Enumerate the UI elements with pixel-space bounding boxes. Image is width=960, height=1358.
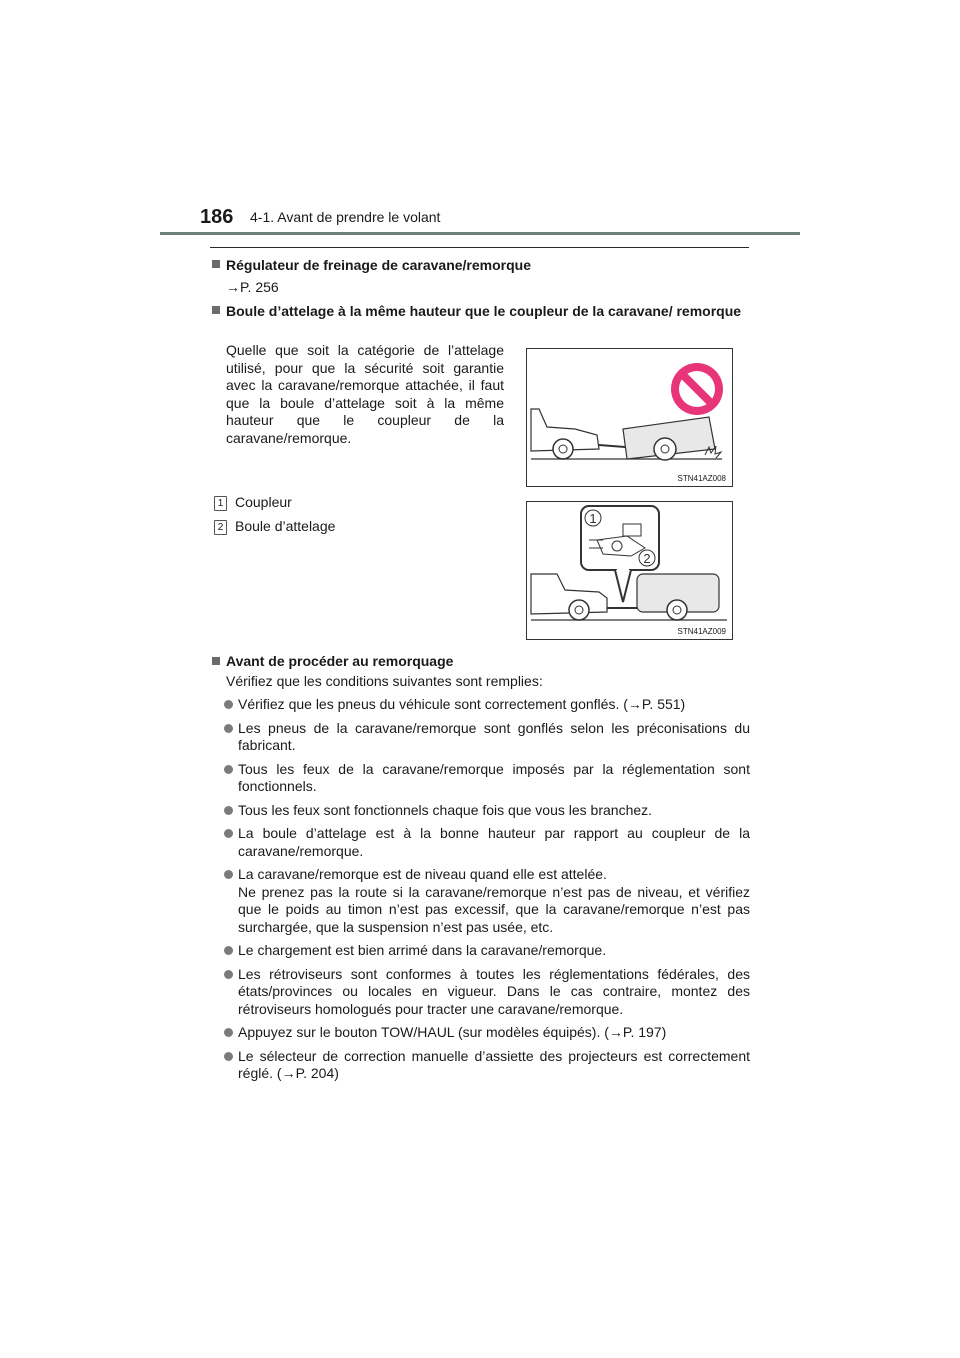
square-bullet-icon [212, 657, 220, 665]
bullet-dot-icon [224, 946, 233, 955]
section3-heading [212, 653, 750, 671]
legend-number-1: 1 [214, 496, 227, 511]
header-rule [160, 232, 800, 235]
list-item: Le sélecteur de correction manuelle d’assiette des projecteurs est correctement réglé. (→P. 204) [212, 1048, 750, 1083]
list-item: Le chargement est bien arrimé dans la caravane/remorque. [212, 942, 750, 960]
correct-height-illustration [527, 502, 732, 639]
bullet-dot-icon [224, 1028, 233, 1037]
figure-correct-height [526, 501, 733, 640]
incorrect-height-illustration [527, 349, 732, 486]
bullet-dot-icon [224, 970, 233, 979]
bullet-dot-icon [224, 870, 233, 879]
bullet-dot-icon [224, 724, 233, 733]
bullet-dot-icon [224, 765, 233, 774]
bullet-dot-icon [224, 829, 233, 838]
section1-title: Régulateur de freinage de caravane/remorque [226, 257, 531, 273]
section3-intro: Vérifiez que les conditions suivantes sont remplies: [226, 672, 543, 689]
section2-title: Boule d’attelage à la même hauteur que le coupleur de la caravane/ remorque [226, 303, 742, 319]
bullet-dot-icon [224, 700, 233, 709]
list-item: La caravane/remorque est de niveau quand elle est attelée. Ne prenez pas la route si la caravane/remorque n’est pas de niveau, et vérifiez que le poids au timon n’est pas excessif, que la caravane/remorque n’est pas surchargée, que la suspension n’est pas usée, etc. [212, 866, 750, 936]
legend-item-1 [214, 494, 292, 511]
section2-text: Quelle que soit la catégorie de l’attelage utilisé, pour que la sécurité soit garantie avec la caravane/remorque attachée, il faut que la boule d’attelage soit à la même hauteur que le coupleur de la caravane/remorque. [226, 342, 504, 446]
page-number: 186 [200, 206, 234, 228]
section1 [212, 256, 750, 320]
figure1-code: STN41AZ008 [677, 474, 726, 483]
legend-number-2: 2 [214, 520, 227, 535]
bullet-dot-icon [224, 806, 233, 815]
callout-label-2: 2 [643, 551, 651, 566]
square-bullet-icon [212, 260, 220, 268]
figure-incorrect-height [526, 348, 733, 487]
section3-title: Avant de procéder au remorquage [226, 653, 454, 669]
section-rule [210, 247, 749, 248]
section1-heading [212, 256, 750, 274]
square-bullet-icon [212, 306, 220, 314]
legend-item-2 [214, 518, 335, 535]
section1-ref: →P. 256 [226, 279, 279, 295]
chapter-title: 4-1. Avant de prendre le volant [250, 209, 441, 225]
checklist [212, 696, 750, 1083]
section3 [212, 653, 750, 1083]
bullet-dot-icon [224, 1052, 233, 1061]
list-item: Tous les feux sont fonctionnels chaque fois que vous les branchez. [212, 802, 750, 820]
list-item: Tous les feux de la caravane/remorque imposés par la réglementation sont fonctionnels. [212, 761, 750, 796]
list-item: Appuyez sur le bouton TOW/HAUL (sur modèles équipés). (→P. 197) [212, 1024, 750, 1042]
legend-label-1: Coupleur [235, 494, 292, 510]
list-item: Les rétroviseurs sont conformes à toutes les réglementations fédérales, des états/provinces ou locales en vigueur. Dans le cas contraire, montez des rétroviseurs homologués pour tracter une caravane/remorque. [212, 966, 750, 1019]
figure2-code: STN41AZ009 [677, 627, 726, 636]
section2-heading [212, 302, 750, 320]
legend-label-2: Boule d’attelage [235, 518, 336, 534]
list-item: Les pneus de la caravane/remorque sont gonflés selon les préconisations du fabricant. [212, 720, 750, 755]
list-item: Vérifiez que les pneus du véhicule sont correctement gonflés. (→P. 551) [212, 696, 750, 714]
callout-label-1: 1 [589, 511, 597, 526]
list-item: La boule d’attelage est à la bonne hauteur par rapport au coupleur de la caravane/remorque. [212, 825, 750, 860]
